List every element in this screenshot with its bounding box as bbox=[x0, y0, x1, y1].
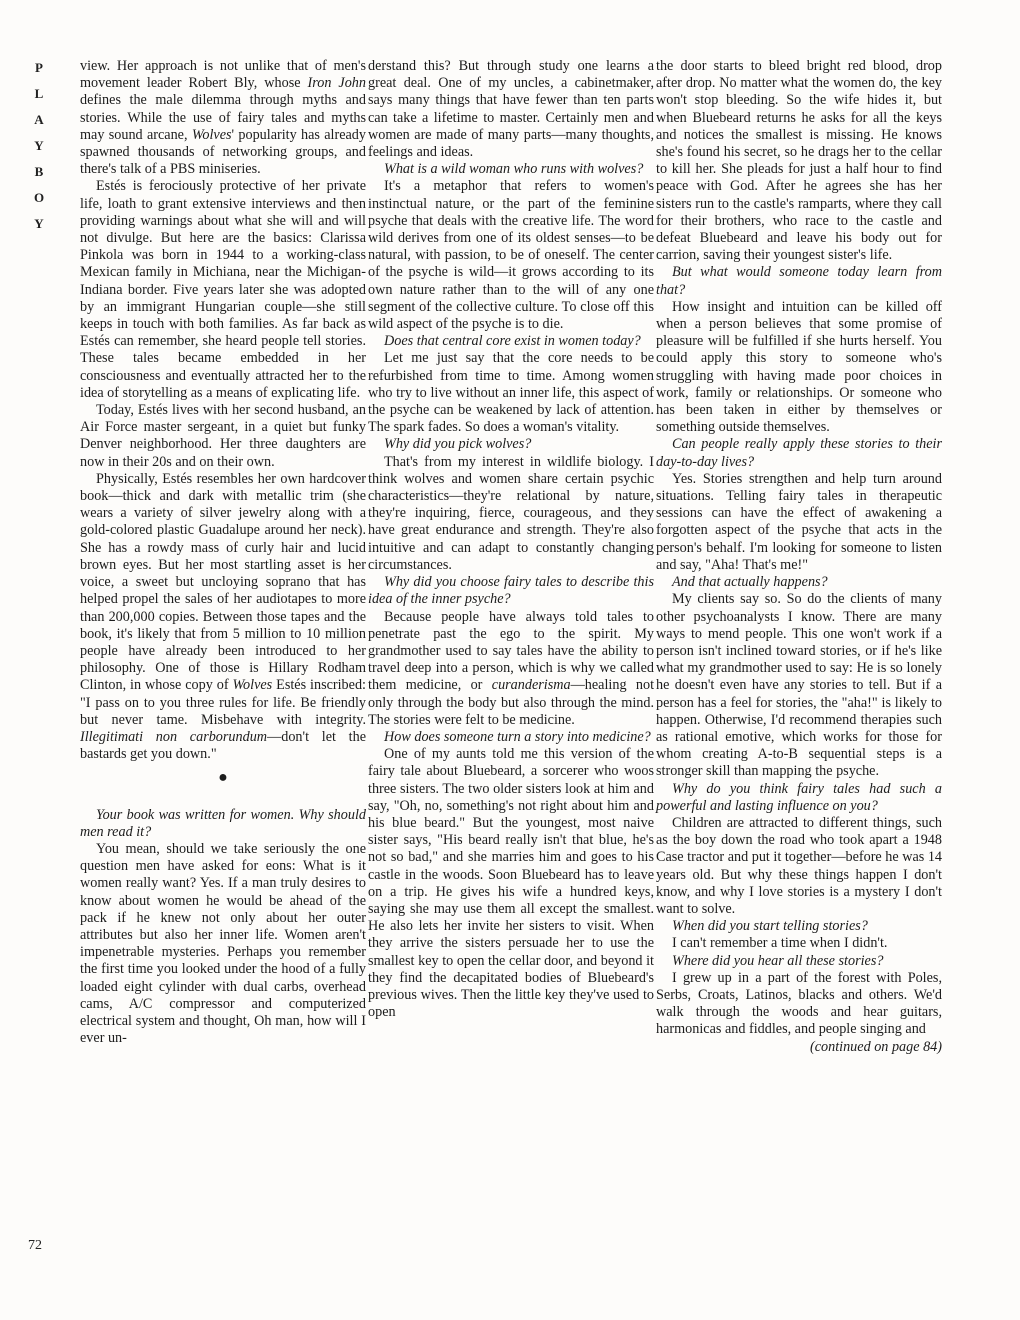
interview-answer: Yes. Stories strengthen and help turn around situations. Telling fairy tales in therapeutic sessions can have the effect of awakening a forgotten aspect of the psyche that acts in the person's behalf. I'm looking for someone to listen and say, "Aha! That's me!" bbox=[656, 470, 942, 573]
interview-question: Can people really apply these stories to their day-to-day lives? bbox=[656, 436, 942, 470]
text-run: —don't let the bastards get you down." bbox=[80, 728, 366, 763]
foreign-word: curanderisma bbox=[491, 677, 571, 694]
column-2 bbox=[368, 58, 654, 1021]
interview-answer: Children are attracted to different things, such as the boy down the road who took apart a 1948 Case tractor and put it together—before he was 14 years old. But why these things happen I don't know, and why I love stories is a mystery I don't want to solve. bbox=[656, 814, 943, 917]
section-separator: ● bbox=[218, 769, 228, 787]
running-head-letter: B bbox=[34, 164, 44, 179]
interview-answer: I grew up in a part of the forest with Poles, Serbs, Croats, Latinos, blacks and others. We'd walk through the woods and hear guitars, harmonicas and fiddles, and people singing and bbox=[656, 969, 942, 1038]
running-head-letter: A bbox=[34, 112, 44, 127]
text-run: view. Her approach is not unlike that of men's movement leader Robert Bly, whose bbox=[80, 58, 366, 92]
interview-answer: One of my aunts told me this version of the fairy tale about Bluebeard, a sorcerer who woos three sisters. The two older sisters look at him and say, "Oh, no, something's not right about him and his blue beard." But the youngest, most naive sister says, "His beard really isn't that blue, he's not so bad," and she marries him and goes to his castle in the woods. Soon Bluebeard has to leave on a trip. He gives his wife a hundred keys, saying she may use them all except the smallest. He also lets her invite her sisters to visit. When they arrive the sisters persuade her to use the smallest key to open the cellar door, and beyond it they find the decapitated bodies of Bluebeard's previous wives. Then the little key they've used to open bbox=[368, 746, 654, 1021]
running-head-letter: P bbox=[35, 60, 43, 75]
interview-answer: derstand this? But through study one learns a great deal. One of my uncles, a cabinetmaker, says many things that have fewer than ten parts can take a lifetime to master. Certainly men and women are made of many parts—many thoughts, feelings and ideas. bbox=[368, 58, 654, 161]
interview-question: Does that central core exist in women today? bbox=[384, 333, 641, 350]
running-head-letter: O bbox=[33, 190, 45, 205]
interview-question: Your book was written for women. Why should men read it? bbox=[80, 806, 366, 840]
interview-question: And that actually happens? bbox=[672, 574, 828, 591]
paragraph bbox=[80, 471, 366, 763]
continued-note: (continued on page 84) bbox=[810, 1038, 942, 1055]
running-head-letter: Y bbox=[34, 138, 44, 153]
text-run: Because people have always told tales to penetrate past the ego to the spirit. My grandmother used to say tales have the ability to travel deep into a person, which is why we called them medicine, or bbox=[368, 608, 654, 694]
interview-question: Why did you choose fairy tales to describe this idea of the inner psyche? bbox=[368, 574, 654, 608]
interview-answer: Let me just say that the core needs to be refurbished from time to time. Among women who try to live without an inner life, this aspect of the psyche can be weakened by lack of attention. The spark fades. So does a woman's vitality. bbox=[368, 350, 654, 436]
interview-answer: I can't remember a time when I didn't. bbox=[672, 935, 888, 952]
book-title: Iron John bbox=[307, 75, 366, 92]
running-head bbox=[28, 55, 50, 237]
text-run: Physically, Estés resembles her own hardcover book—thick and dark with metallic trim (she wears a variety of silver jewelry along with a gold-colored plastic Guadalupe around her neck). She has a rowdy mass of curly hair and lucid brown eyes. But her most startling asset is her voice, a sweet but uncloying soprano that has helped propel the sales of her audiotapes to more than 200,000 copies. Between those tapes and the book, it's likely that from 5 million to 10 million people have already been introduced to her philosophy. One of those is Hillary Rodham Clinton, in whose copy of bbox=[80, 470, 366, 694]
interview-answer: You mean, should we take seriously the one question men have asked for eons: What is it women really want? Yes. If a man truly desires to know about women he would be ahead of the pack if he knew not only about her outer attributes but also her inner life. Women aren't impenetrable mysteries. Perhaps you remember the first time you looked under the hood of a fully loaded eight cylinder with dual carbs, overhead cams, A/C compressor and computerized electrical system and thought, Oh man, how will I ever un- bbox=[80, 840, 366, 1047]
interview-question: Why did you pick wolves? bbox=[384, 436, 532, 453]
interview-question: How does someone turn a story into medicine? bbox=[384, 728, 651, 745]
latin-phrase: Illegitimati non carborundum bbox=[80, 728, 268, 745]
text-run: Estés inscribed: "I pass on to you three rules for life. Be friendly but never tame. Misbehave with integrity. bbox=[80, 677, 366, 728]
column-3 bbox=[656, 58, 942, 1056]
interview-answer bbox=[368, 609, 654, 729]
interview-question: Where did you hear all these stories? bbox=[672, 952, 884, 969]
interview-question: When did you start telling stories? bbox=[672, 918, 868, 935]
interview-question: What is a wild woman who runs with wolves? bbox=[384, 161, 644, 178]
paragraph: Estés is ferociously protective of her private life, loath to grant extensive interviews and then providing warnings about what she will and will not divulge. But here are the basics: Clarissa Pinkola was born in 1944 to a working-class Mexican family in Michiana, near the Michigan-Indiana border. Five years later she was adopted by an immigrant Hungarian couple—she still keeps in touch with both families. As far back as Estés can remember, she heard people tell stories. These tales became embedded in her consciousness and eventually attracted her to the idea of storytelling as a means of explicating life. bbox=[80, 178, 366, 401]
book-title: Wolves bbox=[191, 126, 232, 143]
page-number: 72 bbox=[28, 1238, 42, 1253]
interview-answer: It's a metaphor that refers to women's instinctual nature, or the part of the feminine psyche that deals with the creative life. The word wild derives from one of its oldest senses—to be natural, with passion, to be of oneself. The center of the psyche is wild—it grows according to its own nature rather than to the will of any one segment of the collective culture. To close off this wild aspect of the psyche is to die. bbox=[368, 178, 654, 333]
running-head-letter: L bbox=[34, 86, 44, 101]
interview-question: Why do you think fairy tales had such a powerful and lasting influence on you? bbox=[656, 780, 942, 814]
book-title: Wolves bbox=[232, 677, 273, 694]
interview-answer: That's from my interest in wildlife biology. I think wolves and women share certain psychic characteristics—they're relational by nature, they're inquiring, fierce, courageous, and they have great endurance and strength. They're also intuitive and can adapt to constantly changing circumstances. bbox=[368, 453, 654, 573]
text-run: ' popularity has already spawned thousands of networking groups, and there's talk of a PBS miniseries. bbox=[80, 126, 366, 178]
interview-answer: the door starts to bleed bright red blood, drop after drop. No matter what the women do, the key won't stop bleeding. So the wife hides it, but when Bluebeard returns he asks for all the keys and notices the smallest is missing. He knows she's found his secret, so he drags her to the cellar to kill her. She pleads for just a half hour to find peace with God. After he agrees she has her sisters run to the castle's ramparts, where they call for their brothers, who race to the castle and defeat Bluebeard and leave his body out for carrion, saving their youngest sister's life. bbox=[656, 58, 942, 264]
running-head-letter: Y bbox=[34, 216, 44, 231]
paragraph bbox=[80, 58, 366, 178]
interview-question: But what would someone today learn from that? bbox=[656, 264, 942, 298]
paragraph: Today, Estés lives with her second husband, an Air Force master sergeant, in a quiet but funky Denver neighborhood. Her three daughters are now in their 20s and on their own. bbox=[80, 402, 366, 470]
interview-answer: My clients say so. So do the clients of many other psychoanalysts I know. There are many ways to mend people. This one won't work if a person isn't inclined toward stories, or if he's like what my grandmother used to say: He is so lonely he doesn't even have any stories to tell. But if a person has a feel for stories, the "aha!" is likely to happen. Otherwise, I'd recommend therapies such as rational emotive, which works for those for whom creating A-to-B sequential steps is a stronger skill than mapping the psyche. bbox=[656, 591, 942, 780]
text-run: defines the male dilemma through myths and stories. While the use of fairy tales and myths may sound arcane, bbox=[80, 92, 366, 143]
text-run: —healing not only through the body but also through the mind. The stories were felt to be medicine. bbox=[368, 677, 655, 728]
column-1 bbox=[80, 58, 366, 1047]
interview-answer: How insight and intuition can be killed off when a person believes that some promise of pleasure will be fulfilled if she hurts herself. You could apply this story to someone who's struggling with having made poor choices in work, family or relationships. Or someone who has been taken in either by themselves or something outside themselves. bbox=[656, 298, 942, 436]
